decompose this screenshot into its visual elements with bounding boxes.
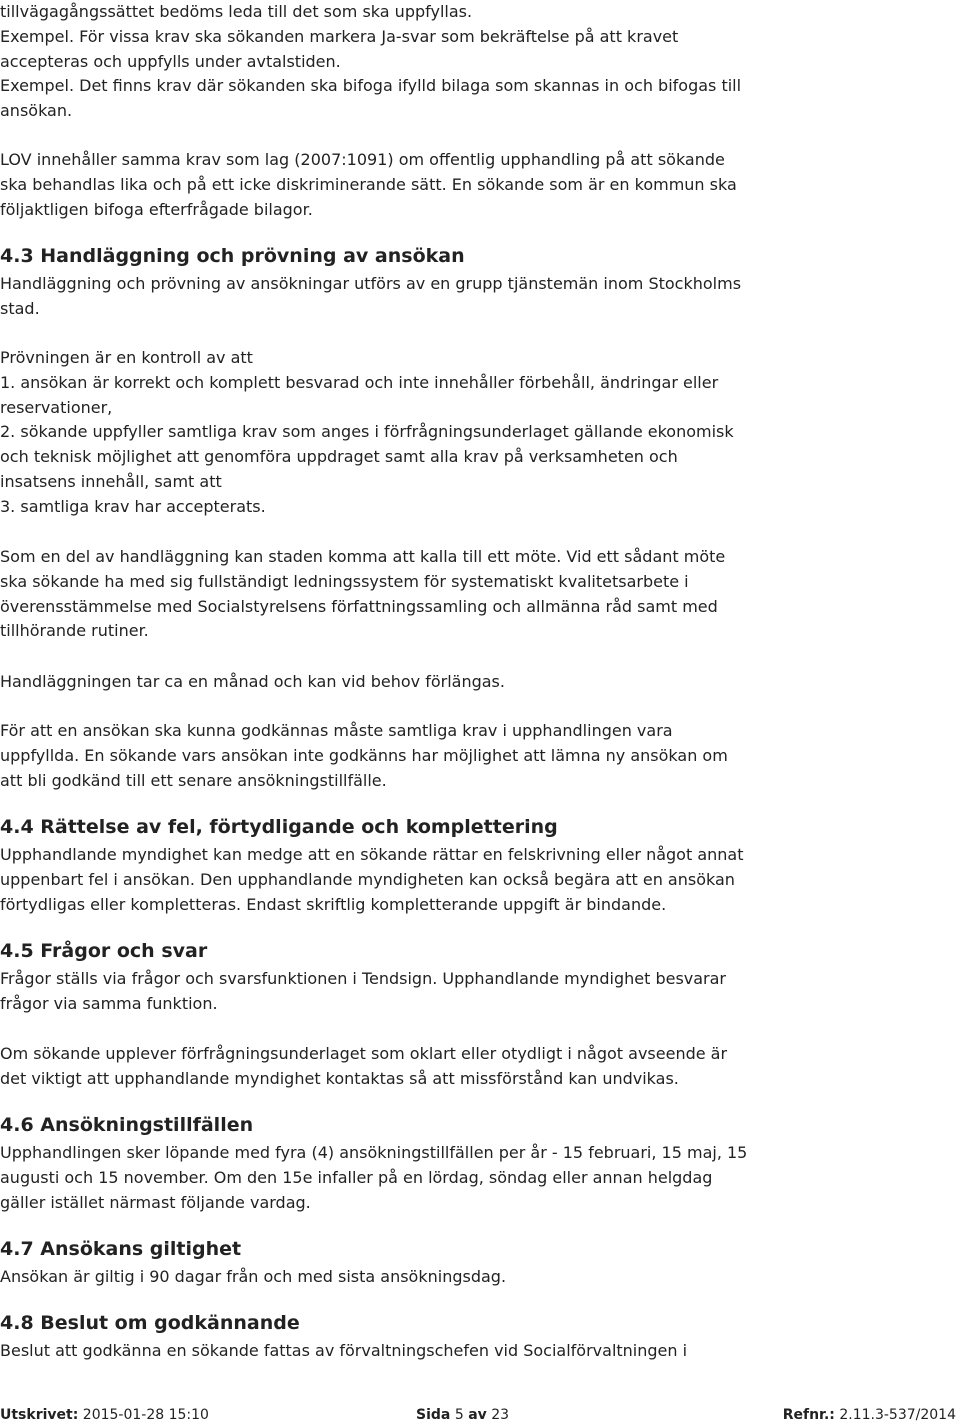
section-4-5-paragraph-2 <box>0 1042 790 1092</box>
section-4-8-paragraph <box>0 1339 790 1364</box>
text-line: Exempel. För vissa krav ska sökanden markera Ja-svar som bekräftelse på att kravet <box>0 26 679 46</box>
text-line: gäller istället närmast följande vardag. <box>0 1192 311 1212</box>
lov-paragraph <box>0 148 790 222</box>
text-line: tillvägagångssättet bedöms leda till det som ska uppfyllas. <box>0 2 473 21</box>
text-line: Frågor ställs via frågor och svarsfunktionen i Tendsign. Upphandlande myndighet besvarar <box>0 969 727 988</box>
section-4-3-criteria-list <box>0 346 790 520</box>
print-date-label: Utskrivet: <box>0 1407 79 1423</box>
section-heading-4-3: 4.3 Handläggning och prövning av ansökan <box>0 245 465 267</box>
text-line: följaktligen bifoga efterfrågade bilagor. <box>0 199 313 219</box>
page-total: 23 <box>491 1407 510 1423</box>
text-line: ansökan. <box>0 101 73 121</box>
text-line: frågor via samma funktion. <box>0 993 218 1013</box>
text-line: överensstämmelse med Socialstyrelsens författningssamling och allmänna råd samt med <box>0 596 718 616</box>
page-label: Sida <box>416 1407 451 1423</box>
section-4-3-paragraph-4 <box>0 670 790 695</box>
section-4-7-paragraph <box>0 1265 790 1290</box>
text-line: förtydligas eller kompletteras. Endast skriftlig kompletterande uppgift är bindande. <box>0 894 667 914</box>
text-line: Om sökande upplever förfrågningsunderlaget som oklart eller otydligt i något avseende är <box>0 1044 728 1063</box>
text-line: tillhörande rutiner. <box>0 621 149 641</box>
list-item: 2. sökande uppfyller samtliga krav som anges i förfrågningsunderlaget gällande ekonomisk <box>0 422 734 442</box>
text-line: uppenbart fel i ansökan. Den upphandlande myndigheten kan också begära att en ansökan <box>0 869 735 889</box>
text-line: LOV innehåller samma krav som lag (2007:1091) om offentlig upphandling på att sökande <box>0 150 725 169</box>
intro-paragraph <box>0 0 790 124</box>
text-line: det viktigt att upphandlande myndighet kontaktas så att missförstånd kan undvikas. <box>0 1068 679 1088</box>
section-4-3-paragraph-5 <box>0 719 790 793</box>
page-of-label: av <box>468 1407 487 1423</box>
list-item: 1. ansökan är korrekt och komplett besvarad och inte innehåller förbehåll, ändringar eller <box>0 372 719 392</box>
text-line: att bli godkänd till ett senare ansökningstillfälle. <box>0 770 387 790</box>
text-line: ska behandlas lika och på ett icke diskriminerande sätt. En sökande som är en kommun ska <box>0 174 737 194</box>
page-current: 5 <box>454 1407 464 1423</box>
print-date <box>0 1407 209 1423</box>
reference-number <box>783 1407 956 1423</box>
section-heading-4-6: 4.6 Ansökningstillfällen <box>0 1114 254 1136</box>
section-4-3-paragraph-1 <box>0 272 790 322</box>
text-line: För att en ansökan ska kunna godkännas måste samtliga krav i upphandlingen vara <box>0 721 673 740</box>
text-line: uppfyllda. En sökande vars ansökan inte godkänns har möjlighet att lämna ny ansökan om <box>0 745 728 765</box>
text-line: Beslut att godkänna en sökande fattas av förvaltningschefen vid Socialförvaltningen i <box>0 1341 688 1360</box>
text-line: Exempel. Det finns krav där sökanden ska bifoga ifylld bilaga som skannas in och bifogas till <box>0 76 742 96</box>
page-footer <box>0 1407 960 1427</box>
section-heading-4-8: 4.8 Beslut om godkännande <box>0 1312 300 1334</box>
text-line: och teknisk möjlighet att genomföra uppdraget samt alla krav på verksamheten och <box>0 447 678 467</box>
section-heading-4-4: 4.4 Rättelse av fel, förtydligande och komplettering <box>0 816 558 838</box>
text-line: ska sökande ha med sig fullständigt ledningssystem för systematiskt kvalitetsarbete i <box>0 571 689 591</box>
text-line: augusti och 15 november. Om den 15e infaller på en lördag, söndag eller annan helgdag <box>0 1167 713 1187</box>
print-date-value: 2015-01-28 15:10 <box>82 1407 209 1423</box>
text-line: Ansökan är giltig i 90 dagar från och med sista ansökningsdag. <box>0 1267 507 1286</box>
reference-label: Refnr.: <box>782 1407 835 1423</box>
section-4-5-paragraph-1 <box>0 967 790 1017</box>
text-line: Handläggning och prövning av ansökningar utförs av en grupp tjänstemän inom Stockholms <box>0 274 742 293</box>
text-line: accepteras och uppfylls under avtalstiden. <box>0 51 341 71</box>
section-heading-4-7: 4.7 Ansökans giltighet <box>0 1238 242 1260</box>
text-line: Upphandlande myndighet kan medge att en sökande rättar en felskrivning eller något annat <box>0 845 744 864</box>
text-line: stad. <box>0 298 40 318</box>
page-number <box>416 1407 509 1423</box>
reference-value: 2.11.3-537/2014 <box>839 1407 956 1423</box>
section-4-3-paragraph-3 <box>0 545 790 644</box>
section-4-4-paragraph <box>0 843 790 917</box>
text-line: Upphandlingen sker löpande med fyra (4) ansökningstillfällen per år - 15 februari, 15 maj, 15 <box>0 1143 748 1162</box>
text-line: Prövningen är en kontroll av att <box>0 348 253 367</box>
section-heading-4-5: 4.5 Frågor och svar <box>0 940 208 962</box>
text-line: Som en del av handläggning kan staden komma att kalla till ett möte. Vid ett sådant möte <box>0 547 726 566</box>
text-line: reservationer, <box>0 397 113 417</box>
text-line: insatsens innehåll, samt att <box>0 471 222 491</box>
list-item: 3. samtliga krav har accepterats. <box>0 496 266 516</box>
text-line: Handläggningen tar ca en månad och kan vid behov förlängas. <box>0 672 505 691</box>
section-4-6-paragraph <box>0 1141 790 1215</box>
